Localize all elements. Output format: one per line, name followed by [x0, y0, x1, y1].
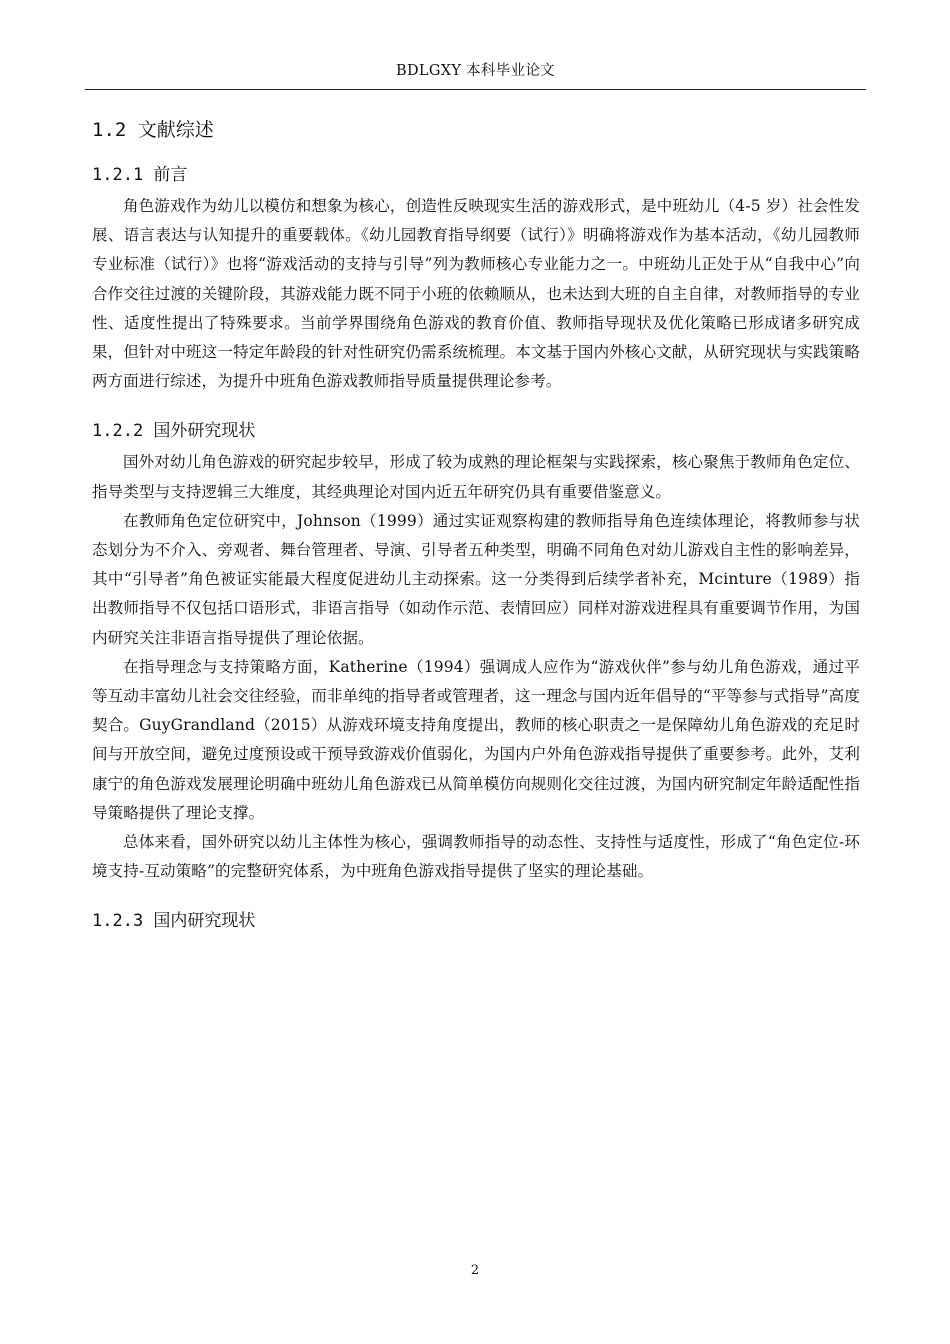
subsection-heading-domestic-research: 1.2.3 国内研究现状 [92, 911, 256, 932]
paragraph: 角色游戏作为幼儿以模仿和想象为核心，创造性反映现实生活的游戏形式，是中班幼儿（4-5 岁）社会性发展、语言表达与认知提升的重要载体。《幼儿园教育指导纲要（试行）》明确将游戏作为基本活动，《幼儿园教师专业标准（试行）》也将“游戏活动的支持与引导”列为教师核心专业能力之一。中班幼儿正处于从“自我中心”向合作交往过渡的关键阶段，其游戏能力既不同于小班的依赖顺从，也未达到大班的自主自律，对教师指导的专业性、适度性提出了特殊要求。当前学界围绕角色游戏的教育价值、教师指导现状及优化策略已形成诸多研究成果，但针对中班这一特定年龄段的针对性研究仍需系统梳理。本文基于国内外核心文献，从研究现状与实践策略两方面进行综述，为提升中班角色游戏教师指导质量提供理论参考。 [92, 197, 860, 391]
header-divider [85, 89, 866, 90]
running-header: BDLGXY 本科毕业论文 [396, 63, 555, 79]
paragraph: 在指导理念与支持策略方面，Katherine（1994）强调成人应作为“游戏伙伴”参与幼儿角色游戏，通过平等互动丰富幼儿社会交往经验，而非单纯的指导者或管理者，这一理念与国内近年倡导的“平等参与式指导”高度契合。GuyGrandland（2015）从游戏环境支持角度提出，教师的核心职责之一是保障幼儿角色游戏的充足时间与开放空间，避免过度预设或干预导致游戏价值弱化，为国内户外角色游戏指导提供了重要参考。此外，艾利康宁的角色游戏发展理论明确中班幼儿角色游戏已从简单模仿向规则化交往过渡，为国内研究制定年龄适配性指导策略提供了理论支撑。 [92, 657, 860, 822]
subsection-heading-foreign-research: 1.2.2 国外研究现状 [92, 421, 256, 442]
paragraph: 国外对幼儿角色游戏的研究起步较早，形成了较为成熟的理论框架与实践探索，核心聚焦于教师角色定位、指导类型与支持逻辑三大维度，其经典理论对国内近五年研究仍具有重要借鉴意义。 [92, 453, 860, 501]
paragraph: 总体来看，国外研究以幼儿主体性为核心，强调教师指导的动态性、支持性与适度性，形成了“角色定位-环境支持-互动策略”的完整研究体系，为中班角色游戏指导提供了坚实的理论基础。 [92, 833, 860, 881]
paragraph: 在教师角色定位研究中，Johnson（1999）通过实证观察构建的教师指导角色连续体理论，将教师参与状态划分为不介入、旁观者、舞台管理者、导演、引导者五种类型，明确不同角色对幼儿游戏自主性的影响差异，其中“引导者”角色被证实能最大程度促进幼儿主动探索。这一分类得到后续学者补充，Mcinture（1989）指出教师指导不仅包括口语形式，非语言指导（如动作示范、表情回应）同样对游戏进程具有重要调节作用，为国内研究关注非语言指导提供了理论依据。 [92, 511, 860, 647]
section-heading: 1.2 文献综述 [92, 119, 214, 141]
page-body [92, 108, 860, 938]
page-number: 2 [470, 1263, 480, 1278]
subsection-heading-preface: 1.2.1 前言 [92, 165, 188, 185]
